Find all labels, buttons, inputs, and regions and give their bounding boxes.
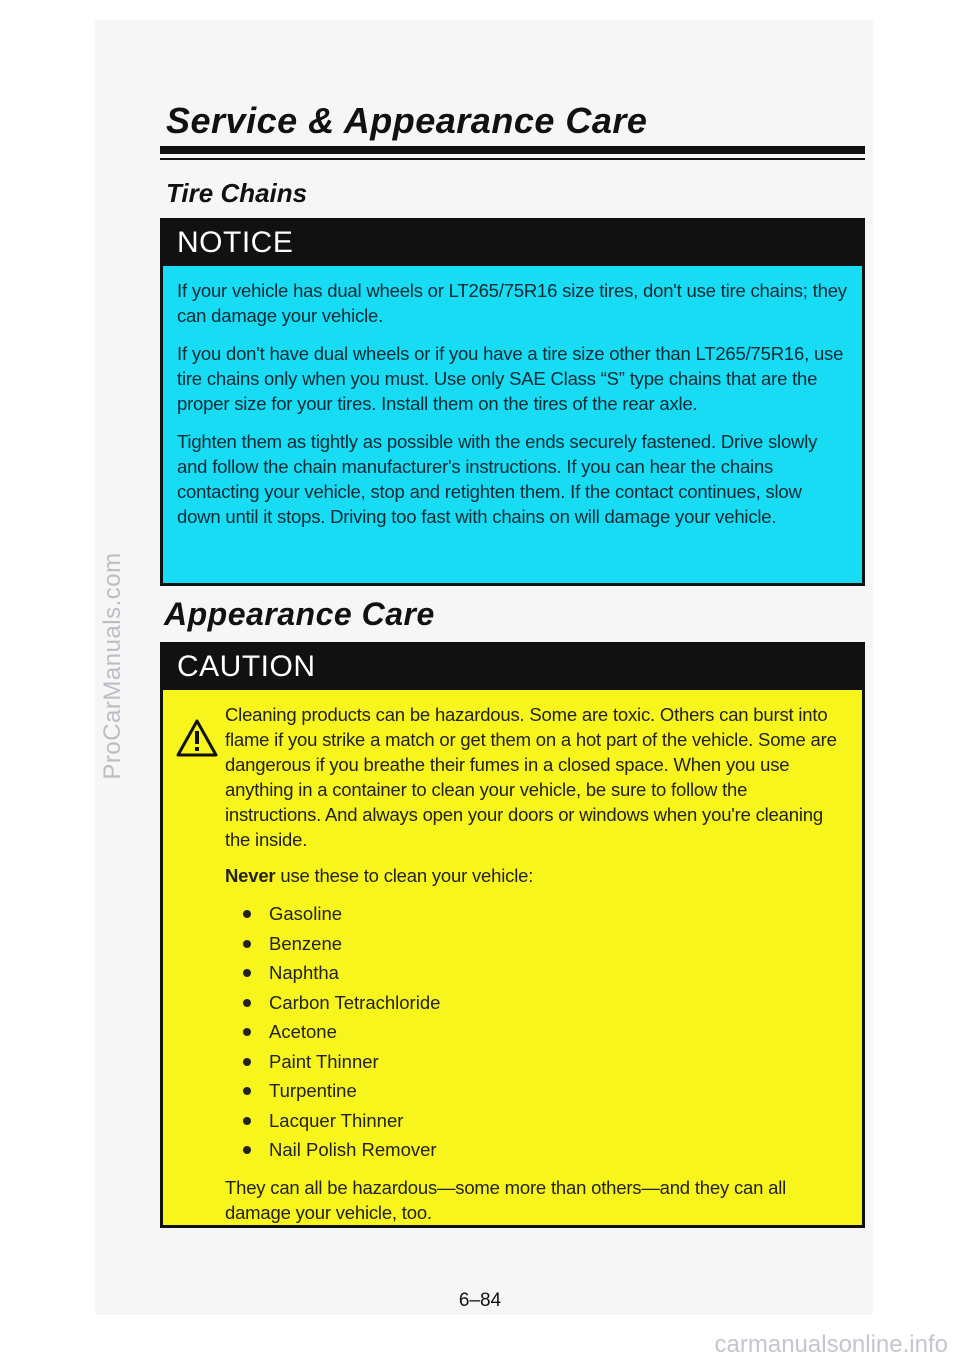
list-item: Carbon Tetrachloride: [243, 988, 840, 1018]
cleaning-products-list: [225, 899, 840, 1165]
list-item: Paint Thinner: [243, 1047, 840, 1077]
notice-paragraph: If you don't have dual wheels or if you have a tire size other than LT265/75R16, use tire chains only when you must. Use only SAE Class “S” type chains that are the proper size for your tires. Install them on the tires of the rear axle.: [177, 343, 844, 414]
list-item: Lacquer Thinner: [243, 1106, 840, 1136]
header-rule-thin: [160, 158, 865, 160]
notice-label: NOTICE: [163, 221, 862, 266]
side-watermark: ProCarManuals.com: [99, 552, 126, 780]
caution-label: CAUTION: [163, 645, 862, 690]
bottom-watermark: carmanualsonline.info: [714, 1331, 948, 1358]
notice-paragraph: Tighten them as tightly as possible with the ends securely fastened. Drive slowly and follow the chain manufacturer's instructions. If you can hear the chains contacting your vehicle, stop and retighten them. If the contact continues, slow down until it stops. Driving too fast with chains on will damage your vehicle.: [177, 431, 818, 527]
caution-box: [160, 642, 865, 1228]
notice-box: [160, 218, 865, 586]
caution-closing: They can all be hazardous—some more than others—and they can all damage your vehicle, too.: [225, 1176, 787, 1223]
header-rule: [160, 146, 865, 154]
tire-chains-heading: Tire Chains: [166, 178, 308, 208]
list-item: Gasoline: [243, 899, 840, 929]
list-item: Nail Polish Remover: [243, 1135, 840, 1165]
warning-triangle-icon: [175, 718, 219, 758]
never-line: [225, 863, 840, 888]
list-item: Benzene: [243, 929, 840, 959]
notice-paragraph: If your vehicle has dual wheels or LT265/75R16 size tires, don't use tire chains; they can damage your vehicle.: [177, 280, 847, 326]
caution-intro: Cleaning products can be hazardous. Some are toxic. Others can burst into flame if you strike a match or get them on a hot part of the vehicle. Some are dangerous if you breathe their fumes in a closed space. When you use anything in a container to clean your vehicle, be sure to follow the instructions. And always open your doors or windows when you're cleaning the inside.: [225, 704, 837, 850]
list-item: Naphtha: [243, 958, 840, 988]
appearance-care-heading: Appearance Care: [164, 596, 435, 632]
page-number: 6–84: [458, 1290, 502, 1311]
notice-body: [163, 266, 862, 529]
list-item: Turpentine: [243, 1076, 840, 1106]
list-item: Acetone: [243, 1017, 840, 1047]
never-label: Never: [225, 865, 276, 886]
never-text: use these to clean your vehicle:: [275, 865, 534, 886]
section-title: Service & Appearance Care: [166, 100, 648, 141]
caution-content: [163, 690, 862, 1225]
